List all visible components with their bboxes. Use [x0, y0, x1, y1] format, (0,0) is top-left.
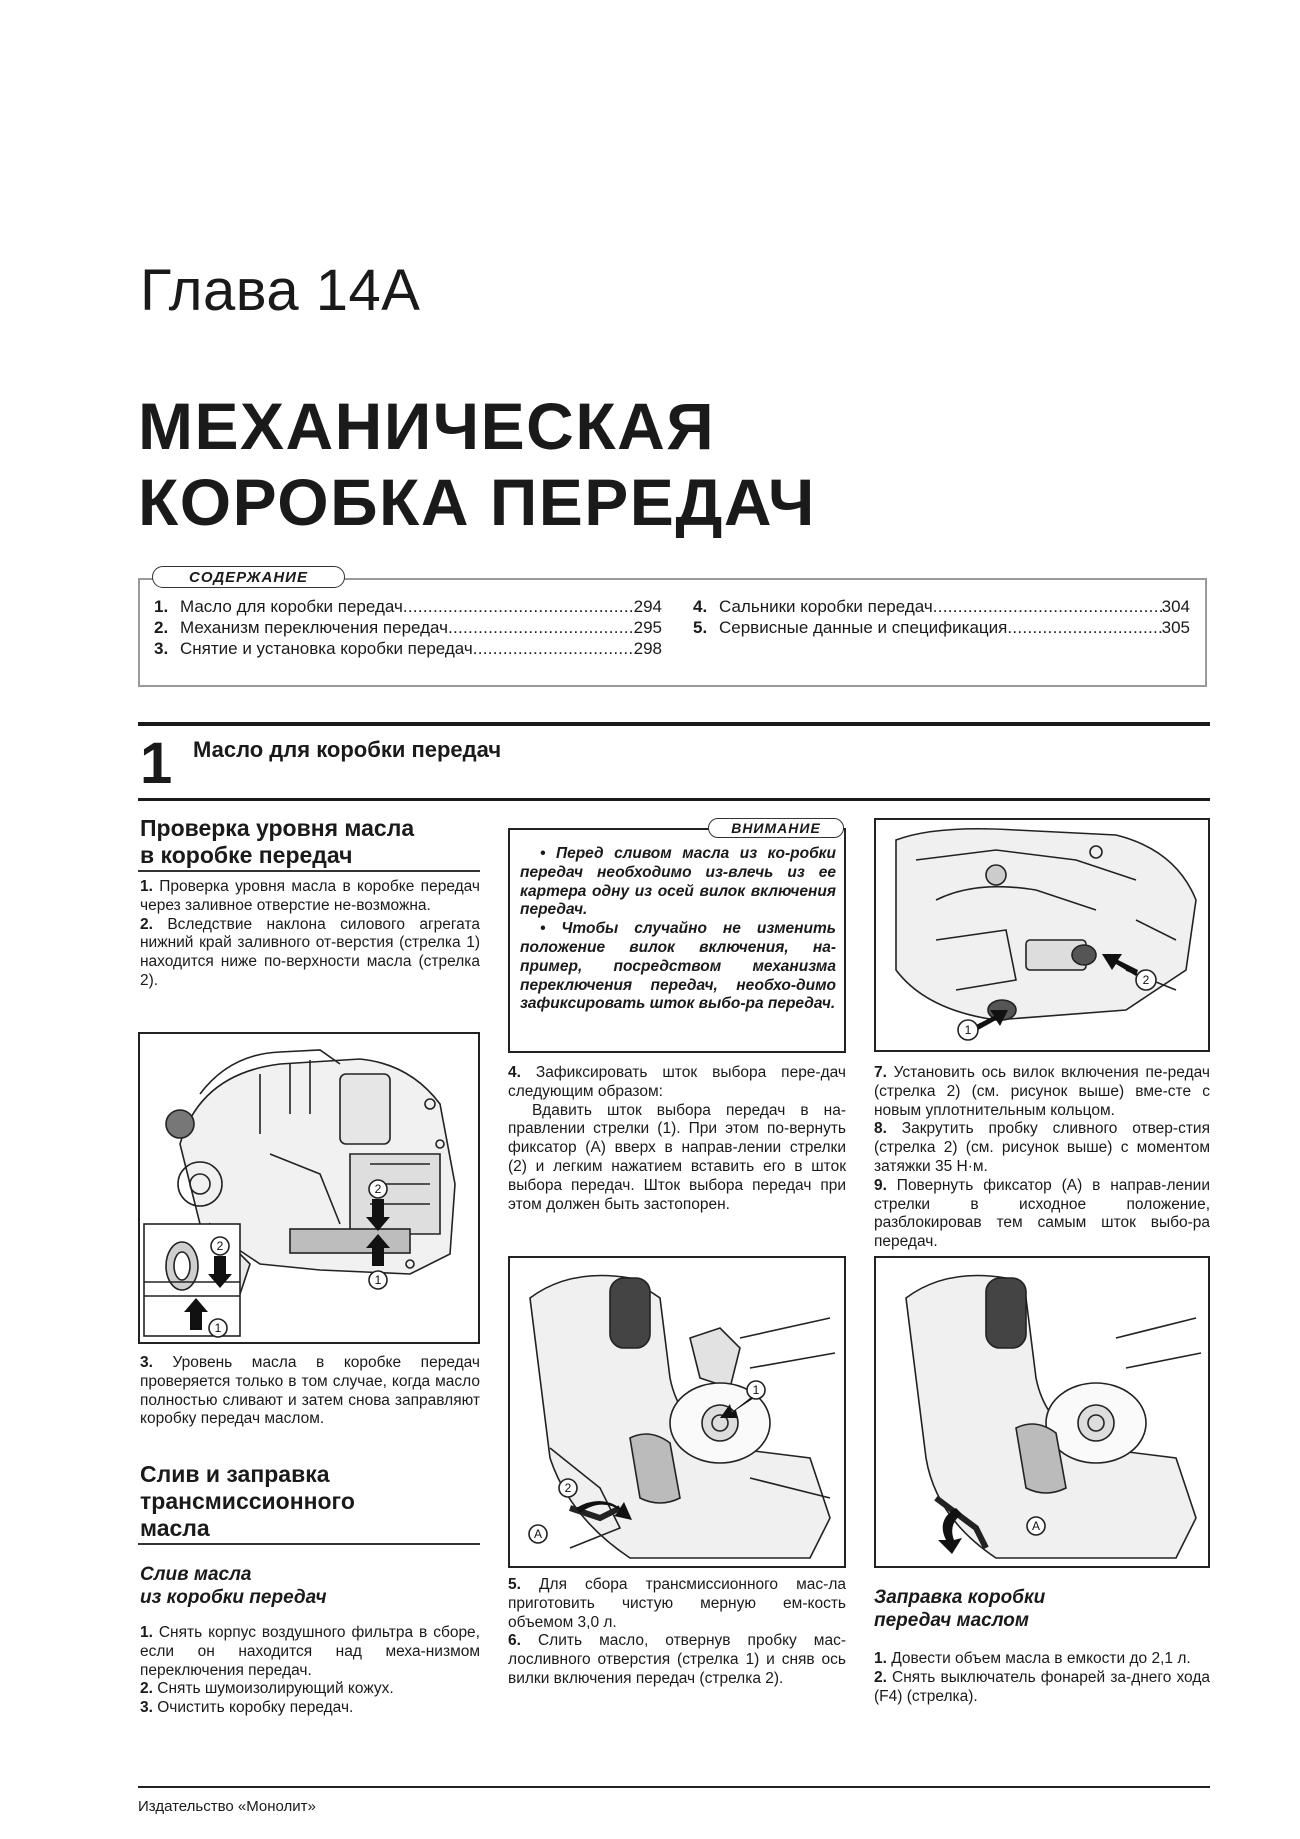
toc-item[interactable]: 3. Снятие и установка коробки передач ..... 298 — [154, 638, 662, 659]
subheading-fill: Заправка коробки передач маслом — [874, 1587, 1046, 1631]
col1-text-b: 3. Уровень масла в коробке передач проверяется только в том случае, когда масло полностью сливают и затем снова заправляют коробку передач маслом. — [140, 1354, 480, 1428]
toc-item[interactable]: 4. Сальники коробки передач ..... 304 — [693, 596, 1190, 617]
col1-text-c: 1. Снять корпус воздушного фильтра в сборе, если он находится над меха-низмом переключения передач. 2. Снять шумоизолирующий кожух. 3. Очистить коробку передач. — [140, 1624, 480, 1717]
callout-1: 1 — [752, 1383, 760, 1397]
col2-text-a: 4. Зафиксировать шток выбора пере-дач следующим образом: Вдавить шток выбора передач в на-правлении стрелки (1). При этом по-вернуть фиксатор (A) вверх в направ-лении стрелки (2) и легким нажатием вставить его в шток выбора передач. Шток выбора передач при этом должен быть застопорен. — [508, 1064, 846, 1213]
col3-text-a: 7. Установить ось вилок включения пе-редач (стрелка 2) (см. рисунок выше) вме-сте с новым уплотнительным кольцом. 8. Закрутить пробку сливного отвер-стия (стрелка 2) (см. рисунок выше) с моментом затяжки 35 Н·м. 9. Повернуть фиксатор (A) в направ-лении стрелки в исходное положение, разблокировав тем самым шток выбо-ра передач. — [874, 1064, 1210, 1251]
subheading-drain: Слив масла из коробки передач — [140, 1564, 327, 1608]
toc-item[interactable]: 5. Сервисные данные и спецификация ..... 305 — [693, 617, 1190, 638]
col3-text-b: 1. Довести объем масла в емкости до 2,1 л. 2. Снять выключатель фонарей за-днего хода (F4) (стрелка). — [874, 1650, 1210, 1705]
callout-a: A — [533, 1527, 543, 1541]
subheading-rule — [138, 1543, 480, 1545]
section-rule-top — [138, 722, 1210, 726]
callout-2: 2 — [564, 1481, 572, 1495]
col1-text-a: 1. Проверка уровня масла в коробке передач через заливное отверстие не-возможна. 2. Вследствие наклона силового агрегата нижний край заливного от-верстия (стрелка 1) находится ниже по-верхности масла (стрелка 2). — [140, 878, 480, 989]
toc-column-left — [154, 596, 662, 659]
callout-1: 1 — [214, 1321, 222, 1335]
page-title — [138, 388, 816, 540]
publisher-footer: Издательство «Монолит» — [138, 1798, 316, 1815]
subheading-oil-check: Проверка уровня масла в коробке передач — [140, 815, 415, 868]
title-line-2: КОРОБКА ПЕРЕДАЧ — [138, 465, 816, 539]
callout-1: 1 — [964, 1023, 972, 1037]
footer-rule — [138, 1786, 1210, 1788]
toc-item[interactable]: 1. Масло для коробки передач ..... 294 — [154, 596, 662, 617]
subheading-oil-drain: Слив и заправка трансмиссионного масла — [140, 1461, 355, 1541]
toc-tag: СОДЕРЖАНИЕ — [152, 566, 345, 588]
col2-text-b: 5. Для сбора трансмиссионного мас-ла приготовить чистую мерную ем-кость объемом 3,0 л. 6. Слить масло, отвернув пробку мас-лосливного отверстия (стрелка 1) и сняв ось вилки включения передач (стрелка 2). — [508, 1576, 846, 1687]
toc-item[interactable]: 2. Механизм переключения передач ..... 295 — [154, 617, 662, 638]
callout-2: 2 — [1142, 973, 1150, 987]
section-number: 1 — [140, 731, 173, 796]
callout-2: 2 — [374, 1182, 382, 1196]
callout-1: 1 — [374, 1273, 382, 1287]
chapter-heading: Глава 14А — [140, 258, 421, 323]
figure-selector-rod — [508, 1256, 846, 1568]
toc-column-right — [693, 596, 1190, 638]
callout-a: A — [1031, 1519, 1041, 1533]
callout-2: 2 — [216, 1239, 224, 1253]
warning-tag: ВНИМАНИЕ — [708, 818, 844, 838]
section-title: Масло для коробки передач — [193, 737, 502, 762]
subheading-rule — [138, 870, 480, 872]
title-line-1: МЕХАНИЧЕСКАЯ — [138, 389, 716, 463]
warning-text: • Перед сливом масла из ко-робки передач необходимо из-влечь из ее картера одну из осей вилок включения передач. • Чтобы случайно не изменить положение вилок включения, на-пример, посредством механизма переключения передач, необхо-димо зафиксировать шток выбо-ра передач. — [520, 845, 836, 1013]
figure-oil-level — [138, 1032, 480, 1344]
figure-selector-reset — [874, 1256, 1210, 1568]
section-rule-bottom — [138, 798, 1210, 801]
figure-drain-plug — [874, 818, 1210, 1052]
